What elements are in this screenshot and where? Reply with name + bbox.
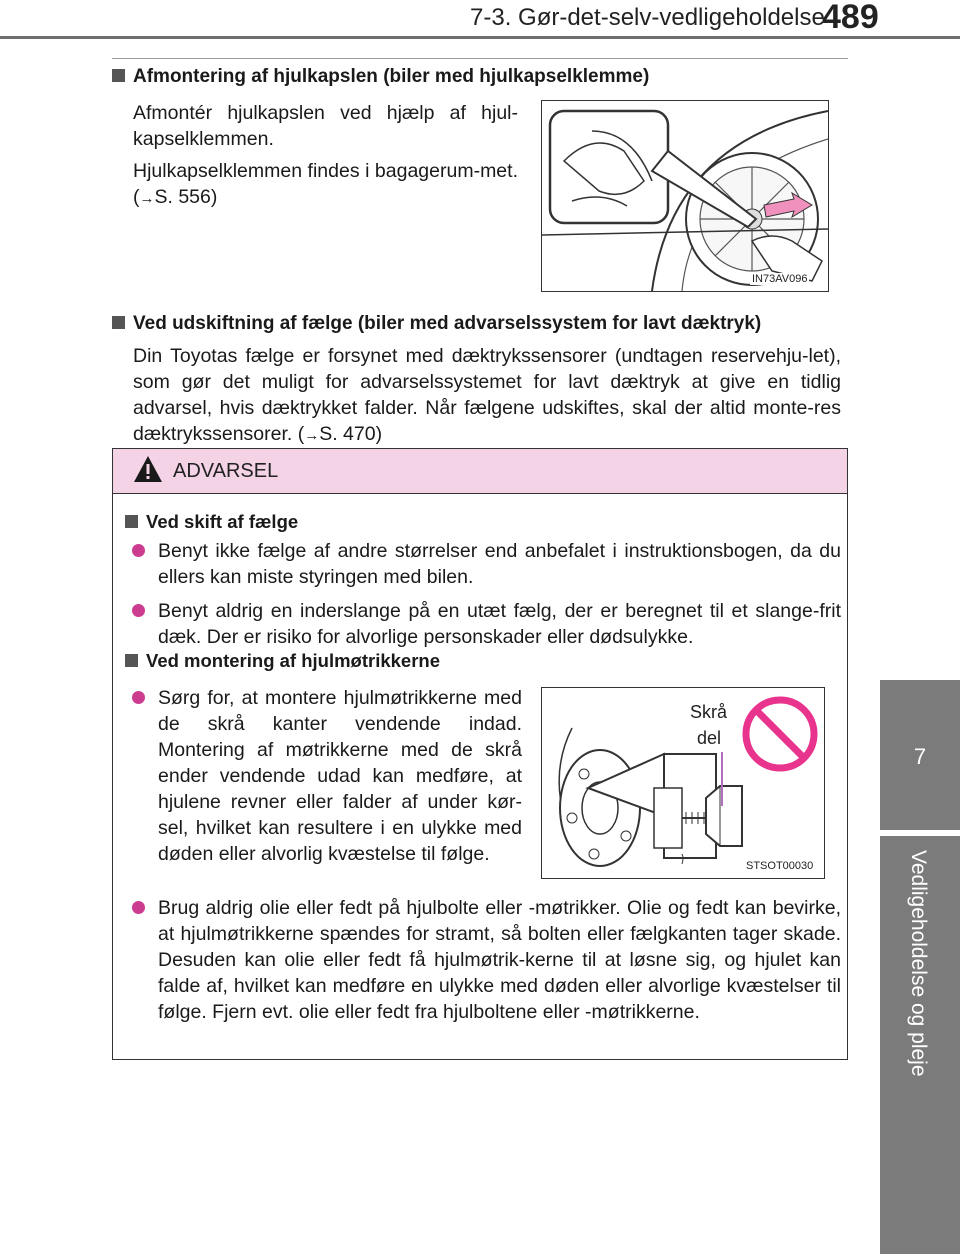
figure-code: STSOT00030 xyxy=(746,860,814,872)
rims-para xyxy=(133,343,841,449)
figure-code: IN73AV096 xyxy=(752,273,808,285)
heading-text: Ved skift af fælge xyxy=(146,511,299,532)
page-number: 489 xyxy=(822,0,879,36)
round-bullet-icon xyxy=(132,544,145,557)
warning-header xyxy=(113,449,847,494)
hubcap-figure xyxy=(541,100,829,292)
para-text: Hjulkapselklemmen findes i bagagerum-met. ( xyxy=(133,160,518,208)
header-rule xyxy=(0,36,960,39)
chapter-tab[interactable] xyxy=(880,680,960,830)
item-text: Benyt ikke fælge af andre størrelser end anbefalet i instruktionsbogen, da du ellers kan miste styringen med bilen. xyxy=(158,540,841,588)
chapter-label: Vedligeholdelse og pleje xyxy=(907,850,930,1077)
round-bullet-icon xyxy=(132,901,145,914)
warning-item xyxy=(158,538,841,590)
warning-item xyxy=(158,895,841,1025)
section-heading-hubcap xyxy=(112,66,649,88)
chapter-number: 7 xyxy=(913,744,927,769)
hubcap-para-2 xyxy=(133,158,518,212)
heading-text: Afmontering af hjulkapslen (biler med hjulkapselklemme) xyxy=(133,66,650,87)
wheel-nut-figure xyxy=(541,687,825,879)
wheel-nut-illustration xyxy=(542,688,824,878)
round-bullet-icon xyxy=(132,691,145,704)
content-top-rule xyxy=(112,58,848,59)
square-bullet-icon xyxy=(125,515,138,528)
warning-item xyxy=(158,685,522,867)
hubcap-illustration xyxy=(542,101,828,291)
chapter-label-tab[interactable] xyxy=(880,836,960,1254)
figure-label-line1: Skrå xyxy=(690,702,728,722)
page-reference-link[interactable]: S. 556) xyxy=(154,186,218,208)
warning-box xyxy=(112,448,848,1060)
square-bullet-icon xyxy=(112,316,125,329)
warning-triangle-icon xyxy=(133,455,163,483)
round-bullet-icon xyxy=(132,604,145,617)
arrow-right-icon: → xyxy=(304,427,320,444)
warning-group-heading-1 xyxy=(125,511,298,533)
section-heading-rims xyxy=(112,313,761,335)
warning-title: ADVARSEL xyxy=(173,460,279,482)
arrow-right-icon: → xyxy=(139,190,155,207)
heading-text: Ved udskiftning af fælge (biler med advarselssystem for lavt dæktryk) xyxy=(133,313,762,334)
warning-group-heading-2 xyxy=(125,650,440,672)
warning-item xyxy=(158,598,841,650)
para-text: Din Toyotas fælge er forsynet med dæktrykssensorer (undtagen reservehju-let), som gør det muligt for advarselssystemet for lavt dæktryk at give en tidlig advarsel, hvis dæktrykket falder. Når fælgene udskiftes, skal der altid monte-res dæktrykssensorer. ( xyxy=(133,345,841,445)
item-text: Brug aldrig olie eller fedt på hjulbolte eller -møtrikker. Olie og fedt kan bevirke, at hjulmøtrikkerne spændes for stramt, så bolten eller fælgkanten tager skade. Desuden kan olie eller fedt få hjulmøtrik-kerne til at løsne sig, og hjulet kan falde af, hvilket kan medføre en ulykke med døden eller alvorlige kvæstelser til følge. Fjern evt. olie eller fedt fra hjulboltene eller -møtrikkerne. xyxy=(158,897,841,1023)
heading-text: Ved montering af hjulmøtrikkerne xyxy=(146,650,441,671)
item-text: Sørg for, at montere hjulmøtrikkerne med de skrå kanter vendende indad. Montering af møtrikkerne med de skrå ender vendende udad kan medføre, at hjulene revner eller falder af under kør-sel, hvilket kan resultere i en ulykke med døden eller alvorlig kvæstelse til følge. xyxy=(158,687,522,865)
section-title: 7-3. Gør-det-selv-vedligeholdelse xyxy=(470,4,825,31)
figure-label-line2: del xyxy=(697,728,722,748)
hubcap-para-1: Afmontér hjulkapslen ved hjælp af hjul-kapselklemmen. xyxy=(133,102,518,150)
square-bullet-icon xyxy=(125,654,138,667)
square-bullet-icon xyxy=(112,69,125,82)
item-text: Benyt aldrig en inderslange på en utæt fælg, der er beregnet til et slange-frit dæk. Der er risiko for alvorlige personskader eller dødsulykke. xyxy=(158,600,841,648)
page-reference-link[interactable]: S. 470) xyxy=(319,423,383,445)
